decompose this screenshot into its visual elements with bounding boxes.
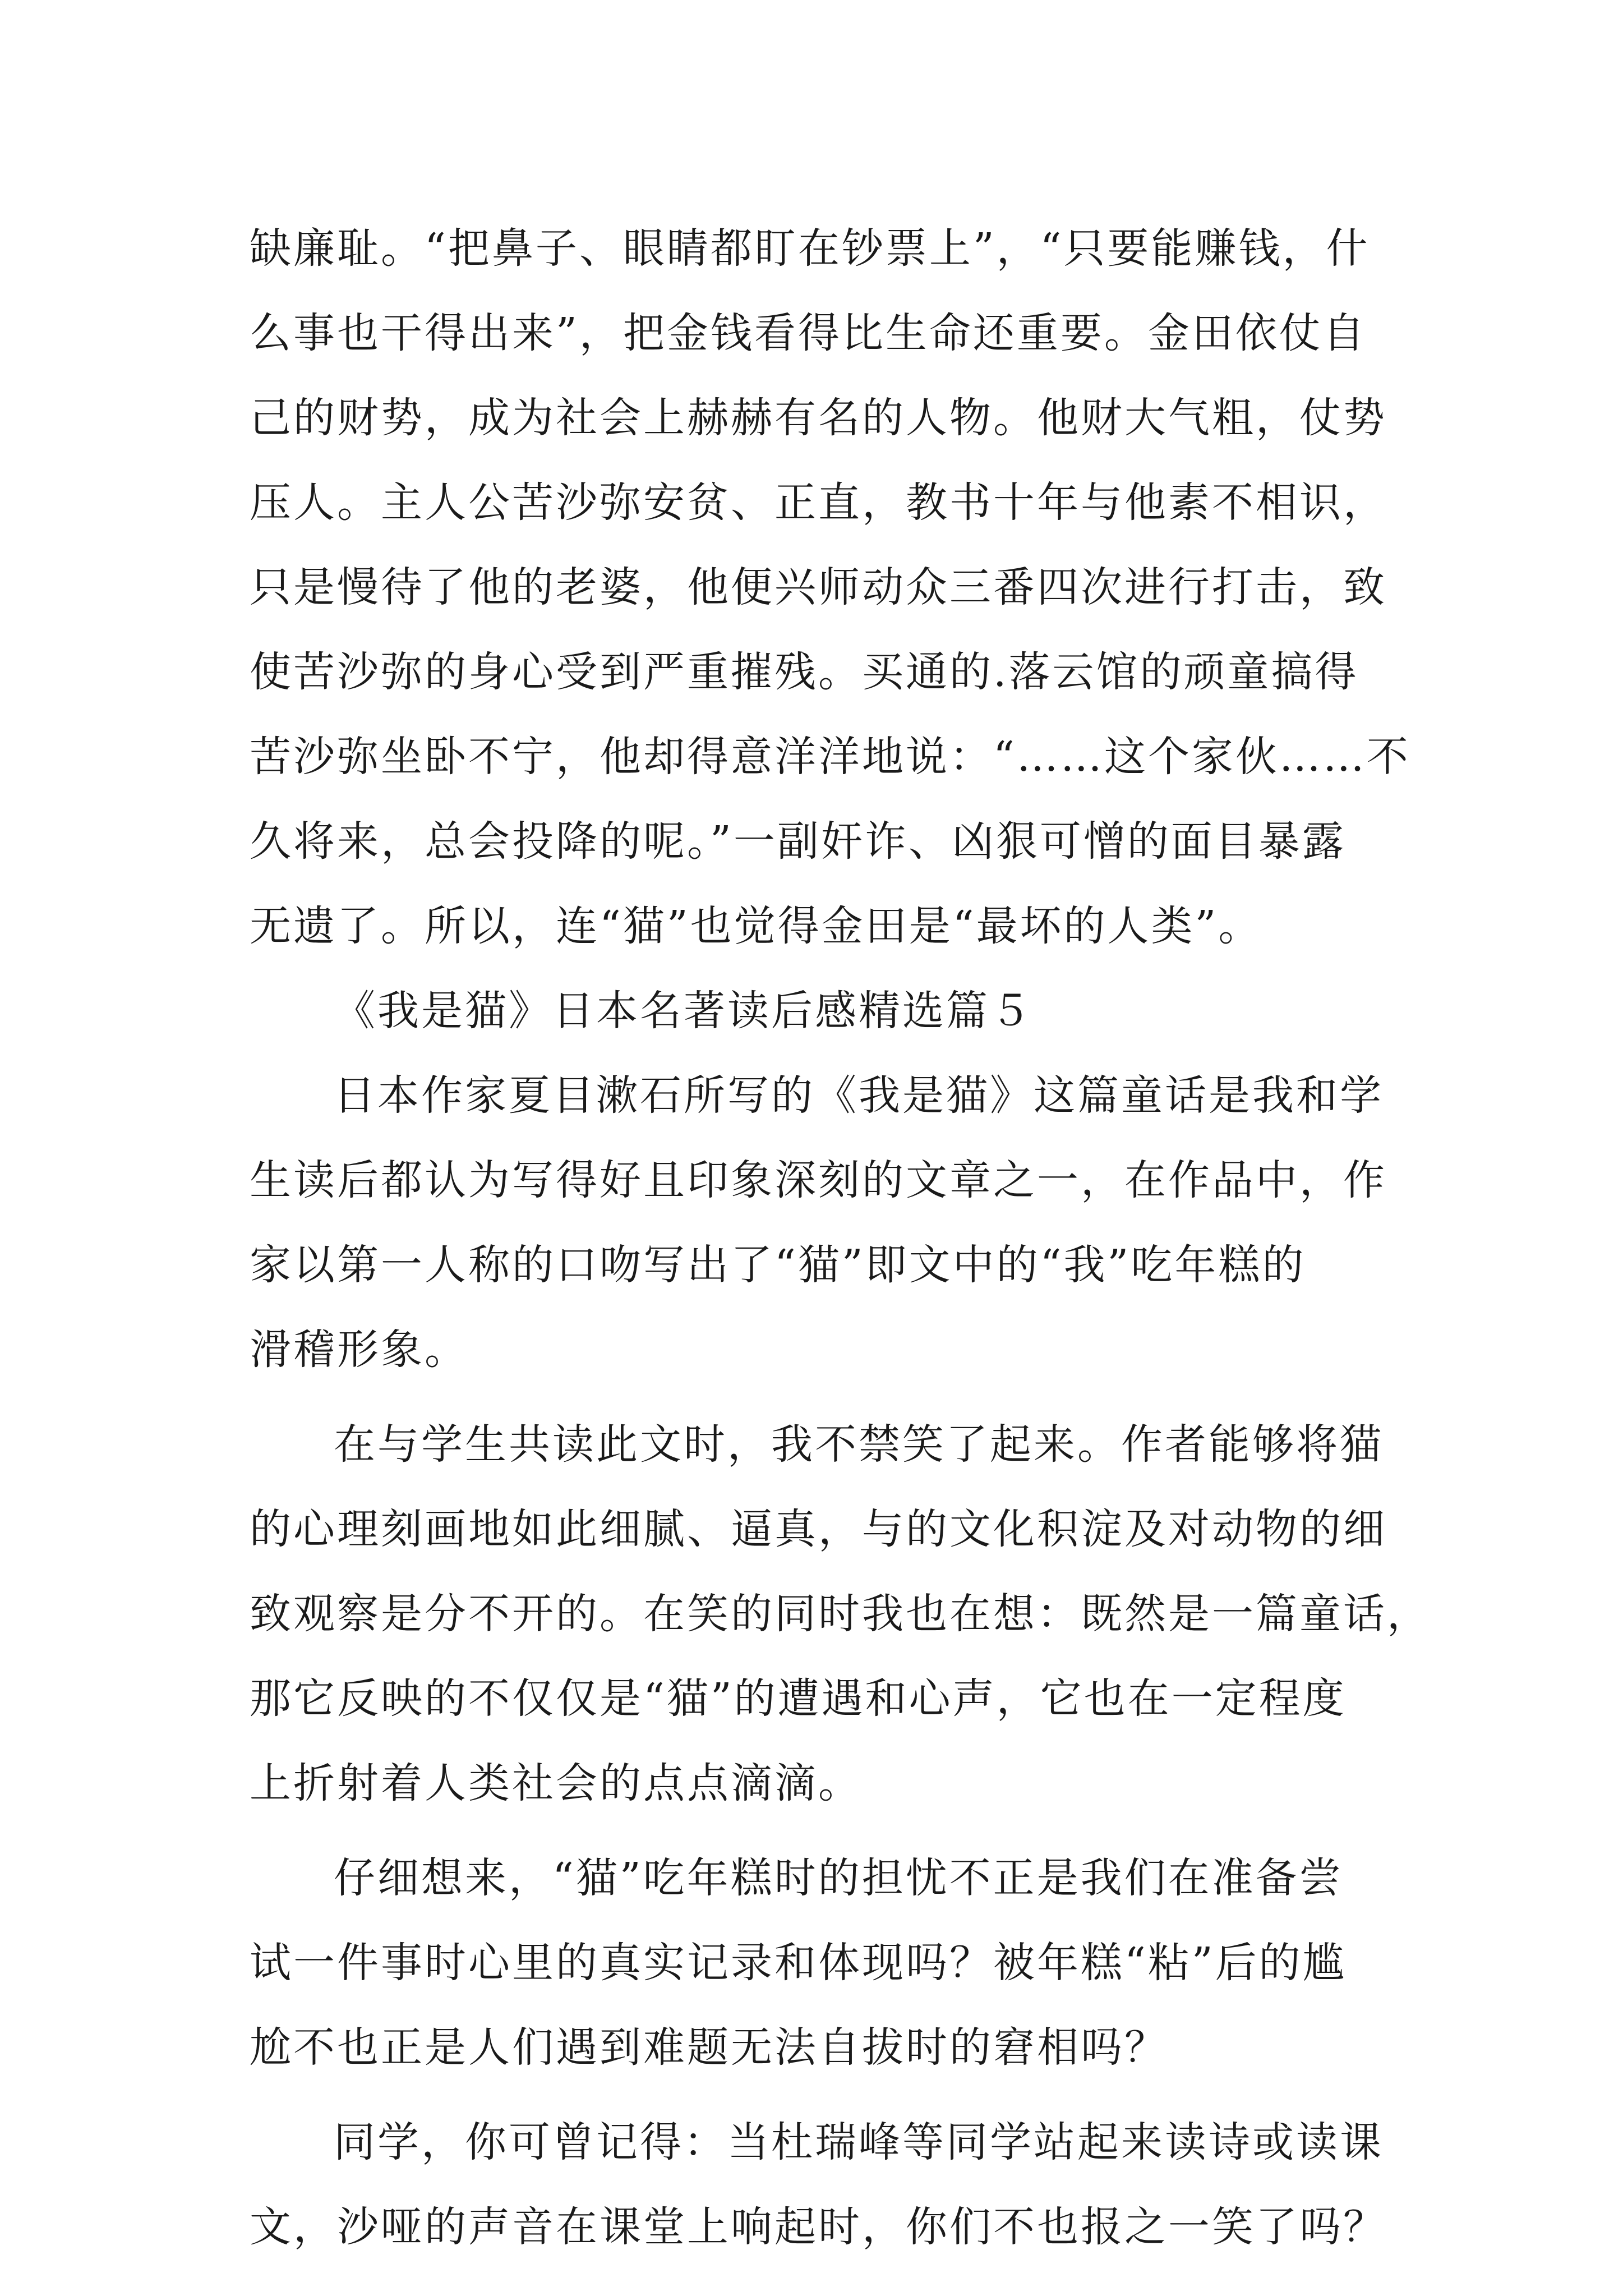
text-line: 的心理刻画地如此细腻、逼真，与的文化积淀及对动物的细 — [250, 1505, 1387, 1553]
text-line: 上折射着人类社会的点点滴滴。 — [250, 1759, 862, 1807]
text-line: 家以第一人称的口吻写出了“猫”即文中的“我”吃年糕的 — [250, 1241, 1306, 1289]
text-line: 生读后都认为写得好且印象深刻的文章之一，在作品中，作 — [250, 1156, 1387, 1204]
paragraph-start: 日本作家夏目漱石所写的《我是猫》这篇童话是我和学 — [334, 1071, 1384, 1120]
document-body — [250, 206, 1431, 2270]
text-line: 苦沙弥坐卧不宁，他却得意洋洋地说：“……这个家伙……不 — [250, 733, 1410, 781]
text-line: 试一件事时心里的真实记录和体现吗？被年糕“粘”后的尴 — [250, 1939, 1347, 1987]
paragraph-start: 在与学生共读此文时，我不禁笑了起来。作者能够将猫 — [334, 1420, 1384, 1469]
text-line: 使苦沙弥的身心受到严重摧残。买通的.落云馆的顽童搞得 — [250, 648, 1359, 696]
text-line: 那它反映的不仅仅是“猫”的遭遇和心声，它也在一定程度 — [250, 1674, 1347, 1723]
paragraph-start: 仔细想来，“猫”吃年糕时的担忧不正是我们在准备尝 — [334, 1854, 1343, 1902]
text-line: 只是慢待了他的老婆，他便兴师动众三番四次进行打击，致 — [250, 563, 1387, 611]
text-line: 久将来，总会投降的呢。”一副奸诈、凶狠可憎的面目暴露 — [250, 817, 1346, 866]
text-line: 无遗了。所以，连“猫”也觉得金田是“最坏的人类”。 — [250, 902, 1262, 950]
text-line: 压人。主人公苦沙弥安贫、正直，教书十年与他素不相识， — [250, 478, 1387, 527]
text-line: 么事也干得出来”，把金钱看得比生命还重要。金田依仗自 — [250, 309, 1367, 357]
section-heading: 《我是猫》日本名著读后感精选篇５ — [334, 987, 1034, 1035]
text-line: 尬不也正是人们遇到难题无法自拔时的窘相吗？ — [250, 2023, 1168, 2072]
text-line: 文，沙哑的声音在课堂上响起时，你们不也报之一笑了吗？ — [250, 2203, 1387, 2251]
text-line: 滑稽形象。 — [250, 1326, 468, 1374]
text-line: 己的财势，成为社会上赫赫有名的人物。他财大气粗，仗势 — [250, 394, 1387, 442]
text-line: 致观察是分不开的。在笑的同时我也在想：既然是一篇童话， — [250, 1590, 1431, 1638]
paragraph-start: 同学，你可曾记得：当杜瑞峰等同学站起来读诗或读课 — [334, 2118, 1384, 2166]
text-line: 缺廉耻。“把鼻子、眼睛都盯在钞票上”，“只要能赚钱，什 — [250, 224, 1370, 273]
